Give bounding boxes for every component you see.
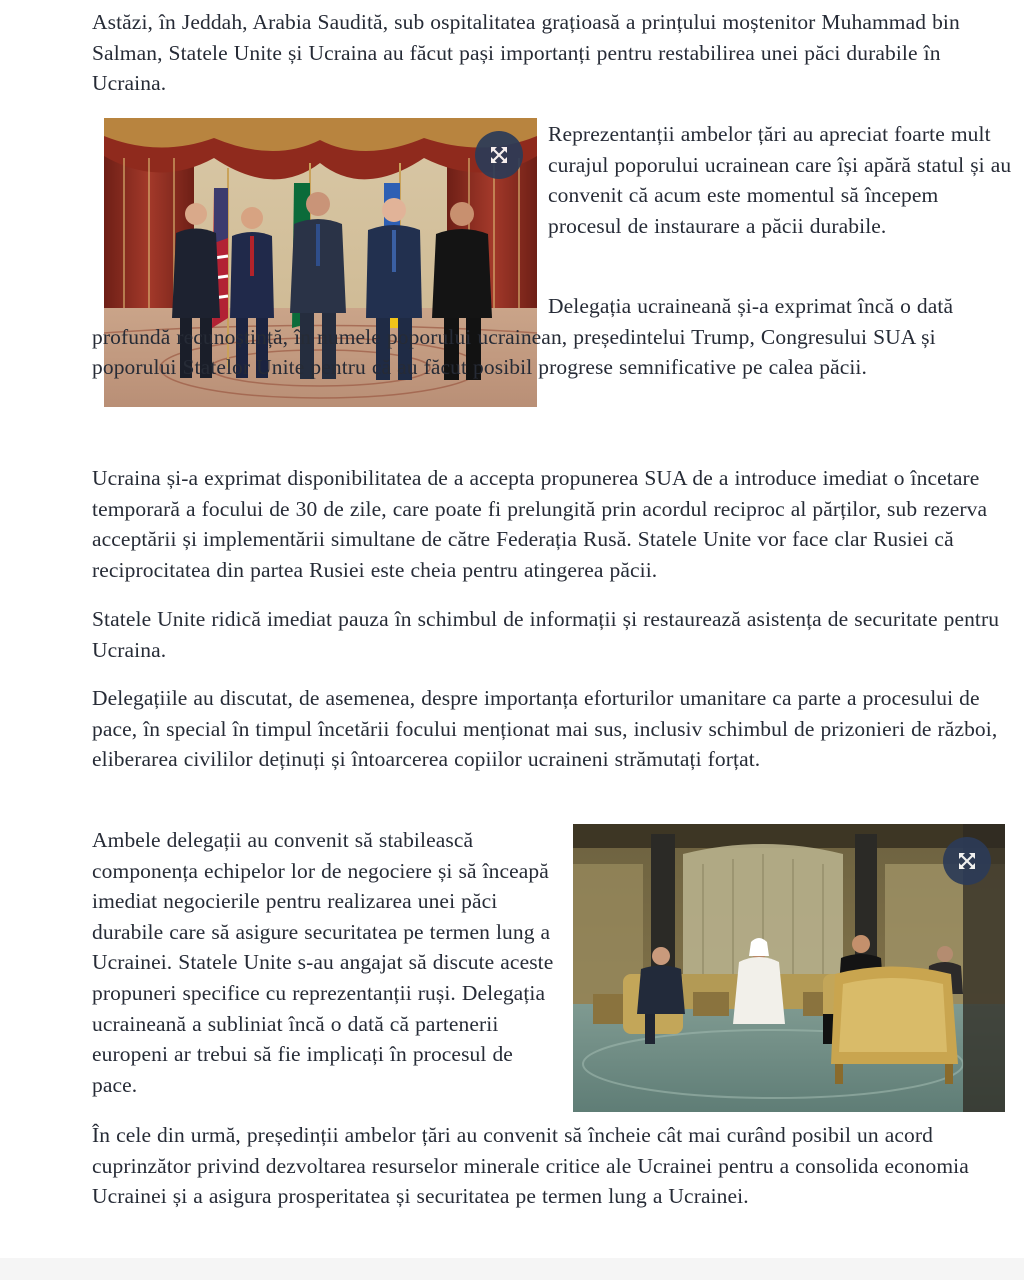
paragraph-humanitarian: Delegațiile au discutat, de asemenea, despre importanța eforturilor umanitare ca parte a procesului de pace, în special în timpul încetării focului menționat mai sus, inclusiv schimbul de prizonieri de război, eliberarea civililor deținuți și întoarcerea copiilor ucraineni strămutați forțat. — [92, 686, 998, 772]
expand-image-button[interactable] — [943, 837, 991, 885]
paragraph-negotiations: Ambele delegații au convenit să stabilească componența echipelor lor de negociere și să înceapă imediat negocierile pentru realizarea unei păci durabile care să asigure securitatea pe termen lung a Ucrainei. Statele Unite s-au angajat să discute aceste propuneri specifice cu reprezentanții ruși. Delegația ucraineană a subliniat încă o dată că partenerii europeni ar trebui să fie implicați în procesul de pace. — [92, 828, 554, 1097]
paragraph-intelligence: Statele Unite ridică imediat pauza în schimbul de informații și restaurează asistența de securitate pentru Ucraina. — [92, 607, 1000, 662]
expand-icon — [958, 852, 976, 870]
paragraph-minerals: În cele din urmă, președinții ambelor țări au convenit să încheie cât mai curând posibil un acord cuprinzător privind dezvoltarea resurselor minerale critice ale Ucrainei pentru a consolida economia Ucrainei și a asigura prosperitatea și securitatea pe termen lung a Ucrainei. — [92, 1123, 969, 1209]
expand-icon — [490, 146, 508, 164]
paragraph-intro: Astăzi, în Jeddah, Arabia Saudită, sub ospitalitatea grațioasă a prințului moștenitor Muhammad bin Salman, Statele Unite și Ucraina au făcut pași importanți pentru restabilirea unei păci durabile în Ucraina. — [92, 10, 960, 96]
expand-image-button[interactable] — [475, 131, 523, 179]
paragraph-gratitude: Delegația ucraineană și-a exprimat încă o dată profundă recunoștință, în numele poporului ucrainean, președintelui Trump, Congresului SUA și poporului Statelor Unite pentru că au făcut posibil progrese semnificative pe calea păcii. — [92, 294, 954, 380]
paragraph-ceasefire: Ucraina și-a exprimat disponibilitatea de a accepta propunerea SUA de a introduce imediat o încetare temporară a focului de 30 de zile, care poate fi prelungită prin acordul reciproc al părților, sub rezerva acceptării și implementării simultane de către Federația Rusă. Statele Unite vor face clar Rusiei că reciprocitatea din partea Rusiei este cheia pentru atingerea păcii. — [92, 466, 988, 582]
paragraph-representatives: Reprezentanții ambelor țări au apreciat foarte mult curajul poporului ucrainean care își apără statul și au convenit că acum este momentul să începem procesul de instaurare a păcii durabile. — [548, 122, 1012, 238]
meeting-room-photo[interactable] — [573, 824, 1005, 1112]
page-bottom-edge — [0, 1258, 1024, 1280]
